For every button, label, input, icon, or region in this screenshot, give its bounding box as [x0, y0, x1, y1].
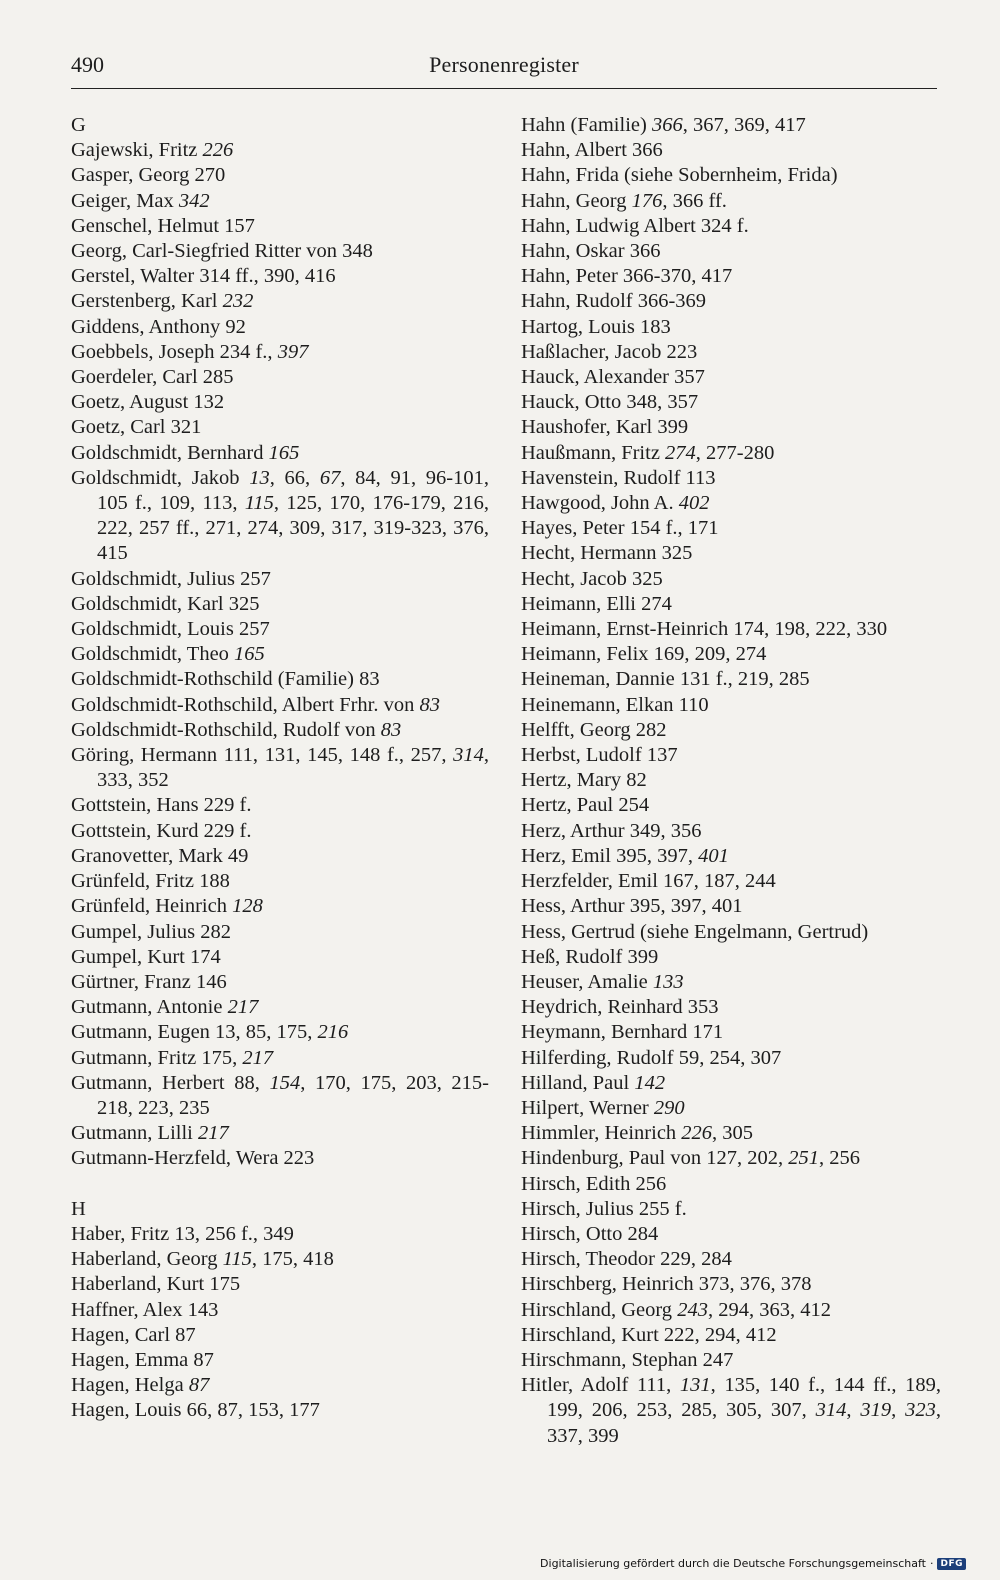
index-entry-illustration-page: 323 [905, 1399, 936, 1422]
index-entry-text: Gasper, Georg 270 [71, 164, 226, 187]
index-entry [521, 1373, 941, 1449]
index-entry [71, 390, 489, 415]
index-entry-text: , 366 ff. [662, 189, 727, 212]
index-entry [71, 920, 489, 945]
index-entry-text: Hirschland, Georg [521, 1298, 678, 1321]
index-entry-illustration-page: 133 [652, 970, 684, 993]
index-entry [521, 894, 941, 919]
index-entry-text: Hahn, Georg [521, 189, 632, 212]
index-entry [521, 466, 941, 491]
index-entry-text: Hagen, Helga [71, 1374, 189, 1397]
index-entry-illustration-page: 226 [202, 139, 234, 162]
index-entry [71, 1020, 489, 1045]
index-entry-text: Geiger, Max [71, 189, 179, 212]
index-entry [71, 466, 489, 567]
index-entry [521, 1298, 941, 1323]
index-entry [521, 189, 941, 214]
index-entry-text: Hilland, Paul [521, 1071, 635, 1094]
index-entry-text: Hayes, Peter 154 f., 171 [521, 517, 719, 540]
index-entry-text: Hahn, Peter 366-370, 417 [521, 265, 733, 288]
index-entry [71, 1398, 489, 1423]
index-entry [521, 1272, 941, 1297]
index-entry [521, 592, 941, 617]
index-entry [71, 214, 489, 239]
index-entry [521, 541, 941, 566]
index-entry-text: Hitler, Adolf 111, [521, 1374, 680, 1397]
index-entry-text: Heineman, Dannie 131 f., 219, 285 [521, 668, 810, 691]
index-entry [71, 1222, 489, 1247]
index-entry [521, 743, 941, 768]
index-entry [521, 1348, 941, 1373]
index-entry-text: Goldschmidt, Theo [71, 643, 235, 666]
index-entry-illustration-page: 67 [319, 466, 341, 489]
index-entry-text: , 170, 175, 203, 215-218, 223, 235 [97, 1071, 489, 1119]
index-entry [521, 1247, 941, 1272]
index-entry-illustration-page: 216 [317, 1021, 349, 1044]
index-entry [71, 189, 489, 214]
index-entry-text: Gottstein, Kurd 229 f. [71, 819, 252, 842]
section-gap [71, 1172, 489, 1197]
letter-heading: G [71, 114, 86, 136]
index-entry [71, 138, 489, 163]
index-entry [521, 340, 941, 365]
index-entry [521, 793, 941, 818]
index-entry [71, 289, 489, 314]
index-entry-text: Goerdeler, Carl 285 [71, 366, 234, 389]
index-entry-text: Hilferding, Rudolf 59, 254, 307 [521, 1046, 782, 1069]
index-entry-illustration-page: 397 [277, 340, 309, 363]
index-entry-illustration-page: 165 [268, 441, 300, 464]
index-entry-text: Hecht, Hermann 325 [521, 542, 693, 565]
index-entry-text: Goldschmidt, Jakob [71, 466, 250, 489]
index-entry-text: Hagen, Louis 66, 87, 153, 177 [71, 1399, 320, 1422]
index-entry-illustration-page: 217 [197, 1122, 229, 1145]
index-entry-text: , 256 [819, 1147, 861, 1170]
index-entry-text: Heimann, Elli 274 [521, 592, 672, 615]
index-entry-text: Hecht, Jacob 325 [521, 567, 663, 590]
index-entry [521, 970, 941, 995]
index-entry-text: Goldschmidt-Rothschild, Albert Frhr. von [71, 693, 420, 716]
index-entry-illustration-page: 232 [222, 290, 254, 313]
index-entry-text: , 66, [269, 466, 320, 489]
index-entry [521, 819, 941, 844]
index-entry [521, 1071, 941, 1096]
index-entry-text: Hirsch, Otto 284 [521, 1222, 659, 1245]
index-entry-text: Hilpert, Werner [521, 1096, 654, 1119]
index-entry [521, 1096, 941, 1121]
index-entry [521, 718, 941, 743]
index-entry-text: Goldschmidt-Rothschild (Familie) 83 [71, 668, 380, 691]
index-entry-text: Gerstenberg, Karl [71, 290, 223, 313]
index-entry-text: Hahn (Familie) [521, 114, 652, 136]
index-entry-illustration-page: 217 [242, 1046, 274, 1069]
index-entry-illustration-page: 154 [269, 1071, 301, 1094]
index-entry-text: Hirschland, Kurt 222, 294, 412 [521, 1323, 777, 1346]
index-entry-text: Heinemann, Elkan 110 [521, 693, 709, 716]
index-entry [71, 1323, 489, 1348]
index-entry-illustration-page: 142 [634, 1071, 666, 1094]
index-entry-text: Hagen, Emma 87 [71, 1348, 214, 1371]
index-entry [71, 239, 489, 264]
index-entry [521, 1197, 941, 1222]
index-entry-text: Heydrich, Reinhard 353 [521, 996, 719, 1019]
index-entry-text: Grünfeld, Fritz 188 [71, 870, 230, 893]
index-entry-text: , [846, 1399, 861, 1422]
index-entry [71, 1247, 489, 1272]
index-entry [521, 1172, 941, 1197]
index-entry [71, 264, 489, 289]
index-entry-text: Hahn, Frida (siehe Sobernheim, Frida) [521, 164, 838, 187]
index-entry-text: , 125, 170, 176-179, 216, 222, 257 ff., 271, 274, 309, 317, 319-323, 376, 415 [97, 492, 489, 565]
index-entry-illustration-page: 402 [678, 492, 710, 515]
index-entry [521, 995, 941, 1020]
index-entry-text: Heimann, Felix 169, 209, 274 [521, 643, 767, 666]
index-entry [521, 567, 941, 592]
index-entry-text: Himmler, Heinrich [521, 1122, 682, 1145]
index-entry-text: , [891, 1399, 906, 1422]
index-entry-text: Heimann, Ernst-Heinrich 174, 198, 222, 330 [521, 618, 888, 641]
index-entry-text: Haberland, Georg [71, 1248, 223, 1271]
index-entry [521, 1121, 941, 1146]
index-entry-illustration-page: 319 [860, 1399, 892, 1422]
index-entry-text: Hirsch, Theodor 229, 284 [521, 1248, 732, 1271]
index-entry [71, 415, 489, 440]
index-entry-text: Herz, Emil 395, 397, [521, 844, 699, 867]
index-entry [521, 642, 941, 667]
index-entry-text: Gürtner, Franz 146 [71, 970, 227, 993]
index-entry [71, 1272, 489, 1297]
index-entry-text: Goetz, August 132 [71, 391, 225, 414]
index-entry [521, 239, 941, 264]
index-entry [521, 667, 941, 692]
index-entry-text: , 294, 363, 412 [707, 1298, 831, 1321]
index-entry [71, 365, 489, 390]
index-entry-text: Goldschmidt-Rothschild, Rudolf von [71, 718, 381, 741]
index-entry [521, 264, 941, 289]
index-entry [71, 793, 489, 818]
index-entry [521, 516, 941, 541]
index-entry-text: Georg, Carl-Siegfried Ritter von 348 [71, 240, 373, 263]
index-entry [521, 441, 941, 466]
index-entry [71, 1121, 489, 1146]
index-entry-text: Haußmann, Fritz [521, 441, 666, 464]
index-entry-text: Goldschmidt, Julius 257 [71, 567, 271, 590]
index-entry-text: Goetz, Carl 321 [71, 416, 202, 439]
index-entry-text: Granovetter, Mark 49 [71, 844, 249, 867]
index-entry [71, 693, 489, 718]
index-entry [71, 340, 489, 365]
index-entry-illustration-page: 115 [244, 492, 274, 515]
index-entry-illustration-page: 401 [698, 844, 729, 867]
index-entry [521, 113, 941, 138]
index-entry [71, 995, 489, 1020]
index-entry [71, 163, 489, 188]
index-entry [71, 743, 489, 793]
index-entry-text: Hess, Arthur 395, 397, 401 [521, 895, 743, 918]
digitization-credit: Digitalisierung gefördert durch die Deutsche Forschungsgemeinschaft · DFG [540, 1557, 966, 1570]
index-entry [521, 1046, 941, 1071]
index-entry-illustration-page: 251 [788, 1147, 820, 1170]
index-column-right [521, 113, 941, 1449]
index-entry-text: Herzfelder, Emil 167, 187, 244 [521, 870, 776, 893]
index-entry-text: , 135, 140 f., 144 ff., 189, 199, 206, 253, 285, 305, 307, [547, 1374, 941, 1422]
index-entry [521, 945, 941, 970]
index-entry-text: , 367, 369, 417 [682, 114, 806, 136]
index-entry-illustration-page: 342 [178, 189, 210, 212]
index-entry [521, 138, 941, 163]
index-entry [71, 567, 489, 592]
index-entry [521, 1323, 941, 1348]
index-entry-text: Goldschmidt, Louis 257 [71, 618, 270, 641]
index-entry-text: Goldschmidt, Karl 325 [71, 592, 260, 615]
index-entry-text: Hartog, Louis 183 [521, 315, 671, 338]
index-entry-illustration-page: 165 [234, 643, 265, 666]
index-entry-text: , 305 [712, 1122, 754, 1145]
index-entry-illustration-page: 176 [631, 189, 663, 212]
index-entry-text: Gajewski, Fritz [71, 139, 203, 162]
index-entry-illustration-page: 226 [681, 1122, 713, 1145]
index-entry-text: Hahn, Rudolf 366-369 [521, 290, 707, 313]
index-entry-illustration-page: 243 [677, 1298, 708, 1321]
index-entry-text: Göring, Hermann 111, 131, 145, 148 f., 257, [71, 744, 454, 767]
index-column-left [71, 113, 489, 1424]
index-entry-text: Goebbels, Joseph 234 f., [71, 340, 278, 363]
index-entry-text: Herz, Arthur 349, 356 [521, 819, 702, 842]
index-entry [71, 667, 489, 692]
index-entry-illustration-page: 83 [380, 718, 402, 741]
index-entry-text: Gumpel, Kurt 174 [71, 945, 221, 968]
index-entry-text: Hertz, Mary 82 [521, 769, 647, 792]
index-entry [71, 592, 489, 617]
index-entry-text: Hirschmann, Stephan 247 [521, 1348, 734, 1371]
index-entry-text: Hahn, Albert 366 [521, 139, 663, 162]
index-entry-illustration-page: 115 [222, 1248, 252, 1271]
index-entry [521, 844, 941, 869]
index-entry [521, 365, 941, 390]
index-entry-text: Hawgood, John A. [521, 492, 679, 515]
index-entry-text: Gutmann-Herzfeld, Wera 223 [71, 1147, 315, 1170]
index-entry [71, 718, 489, 743]
index-entry-text: Hirsch, Edith 256 [521, 1172, 667, 1195]
index-entry-text: Gutmann, Eugen 13, 85, 175, [71, 1021, 318, 1044]
index-entry [71, 617, 489, 642]
index-entry [71, 1373, 489, 1398]
index-entry [71, 869, 489, 894]
index-entry-text: Hirsch, Julius 255 f. [521, 1197, 687, 1220]
index-entry-illustration-page: 87 [188, 1374, 210, 1397]
index-entry-text: Haffner, Alex 143 [71, 1298, 219, 1321]
index-entry-illustration-page: 13 [249, 466, 270, 489]
index-entry [521, 920, 941, 945]
page-number: 490 [71, 52, 104, 77]
index-entry [521, 1146, 941, 1171]
index-entry-illustration-page: 274 [665, 441, 696, 464]
index-entry-illustration-page: 314 [815, 1399, 847, 1422]
index-entry [71, 1348, 489, 1373]
index-entry-text: Haßlacher, Jacob 223 [521, 340, 698, 363]
index-entry-text: , 337, 399 [547, 1399, 941, 1447]
index-entry-text: Hirschberg, Heinrich 373, 376, 378 [521, 1273, 812, 1296]
index-entry [521, 1222, 941, 1247]
index-entry [521, 163, 941, 188]
index-entry-illustration-page: 314 [453, 744, 484, 767]
index-entry-text: Gutmann, Lilli [71, 1122, 198, 1145]
index-entry-text: Gerstel, Walter 314 ff., 390, 416 [71, 265, 336, 288]
running-title: Personenregister [429, 52, 579, 77]
index-entry-text: Hauck, Alexander 357 [521, 366, 705, 389]
index-entry-text: Gumpel, Julius 282 [71, 920, 232, 943]
index-entry-text: , 277-280 [695, 441, 775, 464]
index-entry [71, 844, 489, 869]
index-entry [71, 970, 489, 995]
index-entry-text: Grünfeld, Heinrich [71, 895, 233, 918]
index-entry-text: Hahn, Ludwig Albert 324 f. [521, 214, 749, 237]
index-entry-text: Gutmann, Herbert 88, [71, 1071, 270, 1094]
index-entry-text: Hahn, Oskar 366 [521, 240, 661, 263]
index-entry [521, 617, 941, 642]
index-entry-text: Haberland, Kurt 175 [71, 1273, 241, 1296]
index-entry [521, 315, 941, 340]
index-entry-text: Gutmann, Fritz 175, [71, 1046, 243, 1069]
index-entry [71, 441, 489, 466]
index-entry-text: Heß, Rudolf 399 [521, 945, 659, 968]
index-entry-illustration-page: 131 [679, 1374, 711, 1397]
index-entry-text: Hertz, Paul 254 [521, 794, 650, 817]
index-entry-text: Hagen, Carl 87 [71, 1323, 196, 1346]
index-entry [71, 945, 489, 970]
index-entry [521, 415, 941, 440]
index-entry [521, 214, 941, 239]
index-entry-text: Goldschmidt, Bernhard [71, 441, 269, 464]
index-entry-text: Hauck, Otto 348, 357 [521, 391, 699, 414]
index-entry-text: Hindenburg, Paul von 127, 202, [521, 1147, 789, 1170]
index-entry [521, 491, 941, 516]
letter-heading: H [71, 1197, 86, 1220]
index-entry [521, 1020, 941, 1045]
digitization-credit-text: Digitalisierung gefördert durch die Deutsche Forschungsgemeinschaft [540, 1557, 926, 1570]
index-entry-text: Genschel, Helmut 157 [71, 214, 255, 237]
index-entry-text: Herbst, Ludolf 137 [521, 744, 678, 767]
index-entry [521, 693, 941, 718]
index-entry-illustration-page: 366 [651, 114, 683, 136]
index-entry [71, 819, 489, 844]
dfg-logo: DFG [937, 1558, 966, 1570]
index-entry-text: Gottstein, Hans 229 f. [71, 794, 252, 817]
index-entry-text: Havenstein, Rudolf 113 [521, 466, 716, 489]
index-entry-illustration-page: 83 [419, 693, 440, 716]
index-entry [71, 315, 489, 340]
index-entry [71, 1071, 489, 1121]
index-entry-text: Haber, Fritz 13, 256 f., 349 [71, 1222, 294, 1245]
index-entry [71, 1046, 489, 1071]
index-entry [71, 642, 489, 667]
index-entry-text: , 333, 352 [97, 744, 489, 792]
index-entry [71, 1298, 489, 1323]
index-entry-text: , 84, 91, 96-101, 105 f., 109, 113, [97, 466, 490, 515]
index-entry-text: Giddens, Anthony 92 [71, 315, 246, 338]
index-entry-text: Gutmann, Antonie [71, 996, 228, 1019]
index-entry-text: , 175, 418 [251, 1248, 334, 1271]
index-entry [521, 289, 941, 314]
index-entry [521, 390, 941, 415]
index-entry-text: Helfft, Georg 282 [521, 718, 667, 741]
page-header [71, 50, 937, 89]
index-entry-text: Hess, Gertrud (siehe Engelmann, Gertrud) [521, 920, 869, 943]
index-entry-text: Haushofer, Karl 399 [521, 416, 689, 439]
index-entry-illustration-page: 290 [653, 1096, 685, 1119]
index-entry [521, 869, 941, 894]
index-entry [521, 768, 941, 793]
index-entry-illustration-page: 217 [227, 996, 259, 1019]
index-entry-text: Heymann, Bernhard 171 [521, 1021, 724, 1044]
index-entry-text: Heuser, Amalie [521, 970, 653, 993]
index-entry [71, 894, 489, 919]
index-entry [71, 1146, 489, 1171]
index-entry-illustration-page: 128 [232, 895, 263, 918]
